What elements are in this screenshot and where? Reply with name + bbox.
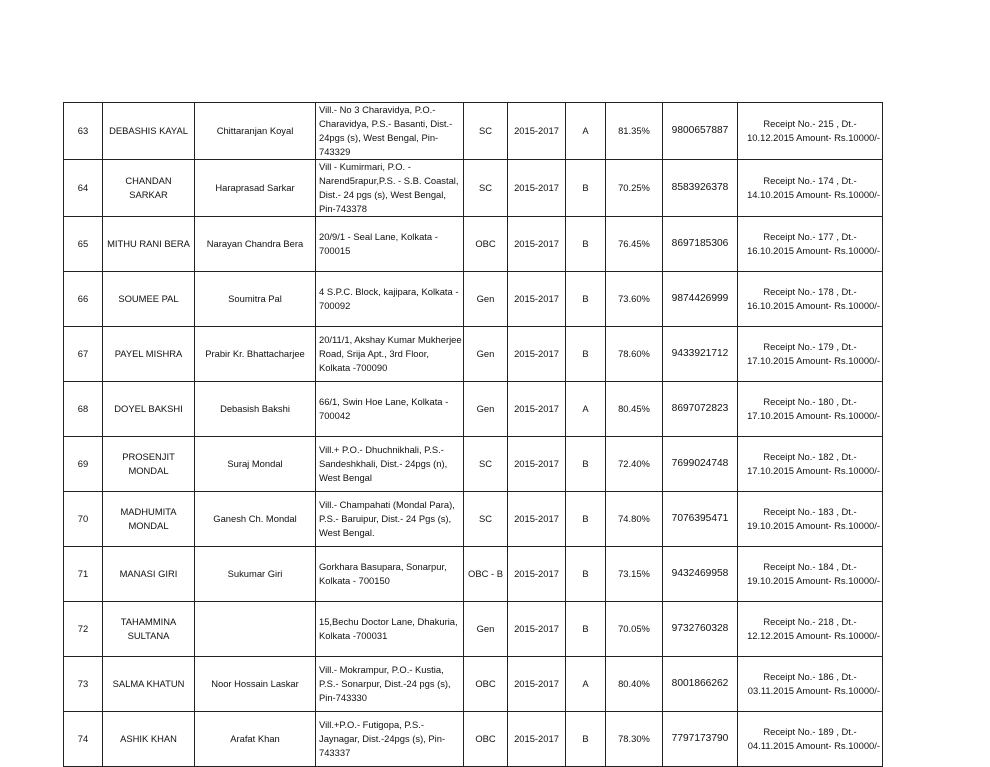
student-name-cell: TAHAMMINA SULTANA <box>103 602 195 657</box>
receipt-cell <box>738 272 883 327</box>
receipt-number-text: Receipt No.- 178 , Dt.- <box>763 286 857 297</box>
receipt-cell <box>738 547 883 602</box>
receipt-number-text: Receipt No.- 182 , Dt.- <box>763 451 857 462</box>
receipt-number-text: Receipt No.- 177 , Dt.- <box>763 231 857 242</box>
receipt-amount-text: 16.10.2015 Amount- Rs.10000/- <box>747 245 880 256</box>
session-cell: 2015-2017 <box>508 492 566 547</box>
student-name-cell: ASHIK KHAN <box>103 712 195 767</box>
serial-number-cell: 72 <box>64 602 103 657</box>
serial-number-cell: 69 <box>64 437 103 492</box>
address-cell: Vill.+P.O.- Futigopa, P.S.- Jaynagar, Dist.-24pgs (s), Pin-743337 <box>316 712 464 767</box>
receipt-cell <box>738 437 883 492</box>
receipt-amount-text: 10.12.2015 Amount- Rs.10000/- <box>747 132 880 143</box>
category-cell: Gen <box>464 327 508 382</box>
address-cell: 66/1, Swin Hoe Lane, Kolkata - 700042 <box>316 382 464 437</box>
address-cell: Vill.- Champahati (Mondal Para), P.S.- Baruipur, Dist.- 24 Pgs (s), West Bengal. <box>316 492 464 547</box>
session-cell: 2015-2017 <box>508 327 566 382</box>
student-name-cell: MANASI GIRI <box>103 547 195 602</box>
address-cell: 15,Bechu Doctor Lane, Dhakuria, Kolkata -700031 <box>316 602 464 657</box>
address-cell: Vill.- No 3 Charavidya, P.O.- Charavidya, P.S.- Basanti, Dist.- 24pgs (s), West Bengal, Pin-743329 <box>316 103 464 160</box>
mobile-number-cell: 8583926378 <box>663 160 738 217</box>
receipt-number-text: Receipt No.- 174 , Dt.- <box>763 175 857 186</box>
student-name-cell: SOUMEE PAL <box>103 272 195 327</box>
mobile-number-cell: 9800657887 <box>663 103 738 160</box>
receipt-cell <box>738 657 883 712</box>
group-cell: A <box>566 103 606 160</box>
table-row <box>64 382 883 437</box>
category-cell: OBC <box>464 217 508 272</box>
guardian-name-cell: Chittaranjan Koyal <box>195 103 316 160</box>
category-cell: OBC <box>464 657 508 712</box>
receipt-cell <box>738 602 883 657</box>
receipt-amount-text: 14.10.2015 Amount- Rs.10000/- <box>747 189 880 200</box>
group-cell: B <box>566 602 606 657</box>
table-body <box>64 103 883 767</box>
serial-number-cell: 67 <box>64 327 103 382</box>
receipt-amount-text: 17.10.2015 Amount- Rs.10000/- <box>747 355 880 366</box>
session-cell: 2015-2017 <box>508 272 566 327</box>
receipt-cell <box>738 712 883 767</box>
session-cell: 2015-2017 <box>508 437 566 492</box>
guardian-name-cell: Noor Hossain Laskar <box>195 657 316 712</box>
guardian-name-cell: Arafat Khan <box>195 712 316 767</box>
guardian-name-cell: Ganesh Ch. Mondal <box>195 492 316 547</box>
group-cell: B <box>566 272 606 327</box>
serial-number-cell: 66 <box>64 272 103 327</box>
table-row <box>64 103 883 160</box>
serial-number-cell: 63 <box>64 103 103 160</box>
mobile-number-cell: 9432469958 <box>663 547 738 602</box>
guardian-name-cell: Prabir Kr. Bhattacharjee <box>195 327 316 382</box>
serial-number-cell: 71 <box>64 547 103 602</box>
student-name-cell: PAYEL MISHRA <box>103 327 195 382</box>
address-cell: 20/9/1 - Seal Lane, Kolkata - 700015 <box>316 217 464 272</box>
guardian-name-cell: Sukumar Giri <box>195 547 316 602</box>
student-name-cell: MADHUMITA MONDAL <box>103 492 195 547</box>
serial-number-cell: 64 <box>64 160 103 217</box>
percentage-cell: 73.15% <box>606 547 663 602</box>
table-row <box>64 217 883 272</box>
guardian-name-cell <box>195 602 316 657</box>
student-name-cell: MITHU RANI BERA <box>103 217 195 272</box>
address-cell: Vill.- Mokrampur, P.O.- Kustia, P.S.- Sonarpur, Dist.-24 pgs (s), Pin-743330 <box>316 657 464 712</box>
serial-number-cell: 70 <box>64 492 103 547</box>
table-row <box>64 712 883 767</box>
table-row <box>64 602 883 657</box>
category-cell: Gen <box>464 272 508 327</box>
receipt-number-text: Receipt No.- 186 , Dt.- <box>763 671 857 682</box>
session-cell: 2015-2017 <box>508 602 566 657</box>
receipt-amount-text: 03.11.2015 Amount- Rs.10000/- <box>747 685 880 696</box>
serial-number-cell: 68 <box>64 382 103 437</box>
student-records-table <box>63 102 883 767</box>
receipt-cell <box>738 327 883 382</box>
percentage-cell: 78.30% <box>606 712 663 767</box>
receipt-cell <box>738 160 883 217</box>
receipt-number-text: Receipt No.- 179 , Dt.- <box>763 341 857 352</box>
percentage-cell: 80.45% <box>606 382 663 437</box>
student-name-cell: CHANDAN SARKAR <box>103 160 195 217</box>
mobile-number-cell: 7699024748 <box>663 437 738 492</box>
receipt-number-text: Receipt No.- 189 , Dt.- <box>763 726 857 737</box>
table-row <box>64 327 883 382</box>
student-name-cell: DEBASHIS KAYAL <box>103 103 195 160</box>
percentage-cell: 81.35% <box>606 103 663 160</box>
address-cell: Vill - Kumirmari, P.O. - Narend5rapur,P.S. - S.B. Coastal, Dist.- 24 pgs (s), West Bengal, Pin-743378 <box>316 160 464 217</box>
mobile-number-cell: 9732760328 <box>663 602 738 657</box>
percentage-cell: 78.60% <box>606 327 663 382</box>
session-cell: 2015-2017 <box>508 712 566 767</box>
guardian-name-cell: Debasish Bakshi <box>195 382 316 437</box>
student-name-cell: DOYEL BAKSHI <box>103 382 195 437</box>
session-cell: 2015-2017 <box>508 382 566 437</box>
percentage-cell: 80.40% <box>606 657 663 712</box>
table-row <box>64 160 883 217</box>
receipt-cell <box>738 492 883 547</box>
table-row <box>64 272 883 327</box>
receipt-amount-text: 12.12.2015 Amount- Rs.10000/- <box>747 630 880 641</box>
receipt-number-text: Receipt No.- 184 , Dt.- <box>763 561 857 572</box>
address-cell: 20/11/1, Akshay Kumar Mukherjee Road, Srija Apt., 3rd Floor, Kolkata -700090 <box>316 327 464 382</box>
group-cell: A <box>566 382 606 437</box>
category-cell: Gen <box>464 602 508 657</box>
mobile-number-cell: 8697072823 <box>663 382 738 437</box>
group-cell: B <box>566 492 606 547</box>
table-row <box>64 437 883 492</box>
group-cell: B <box>566 327 606 382</box>
address-cell: 4 S.P.C. Block, kajipara, Kolkata - 700092 <box>316 272 464 327</box>
serial-number-cell: 65 <box>64 217 103 272</box>
serial-number-cell: 73 <box>64 657 103 712</box>
guardian-name-cell: Narayan Chandra Bera <box>195 217 316 272</box>
session-cell: 2015-2017 <box>508 657 566 712</box>
receipt-amount-text: 17.10.2015 Amount- Rs.10000/- <box>747 410 880 421</box>
guardian-name-cell: Haraprasad Sarkar <box>195 160 316 217</box>
mobile-number-cell: 7076395471 <box>663 492 738 547</box>
serial-number-cell: 74 <box>64 712 103 767</box>
address-cell: Vill.+ P.O.- Dhuchnikhali, P.S.- Sandeshkhali, Dist.- 24pgs (n), West Bengal <box>316 437 464 492</box>
student-name-cell: SALMA KHATUN <box>103 657 195 712</box>
group-cell: B <box>566 712 606 767</box>
receipt-number-text: Receipt No.- 180 , Dt.- <box>763 396 857 407</box>
group-cell: B <box>566 160 606 217</box>
receipt-amount-text: 19.10.2015 Amount- Rs.10000/- <box>747 520 880 531</box>
guardian-name-cell: Suraj Mondal <box>195 437 316 492</box>
receipt-cell <box>738 103 883 160</box>
receipt-cell <box>738 382 883 437</box>
table-row <box>64 547 883 602</box>
category-cell: OBC - B <box>464 547 508 602</box>
session-cell: 2015-2017 <box>508 547 566 602</box>
receipt-number-text: Receipt No.- 183 , Dt.- <box>763 506 857 517</box>
percentage-cell: 74.80% <box>606 492 663 547</box>
percentage-cell: 73.60% <box>606 272 663 327</box>
session-cell: 2015-2017 <box>508 217 566 272</box>
receipt-number-text: Receipt No.- 218 , Dt.- <box>763 616 857 627</box>
session-cell: 2015-2017 <box>508 160 566 217</box>
mobile-number-cell: 7797173790 <box>663 712 738 767</box>
receipt-amount-text: 17.10.2015 Amount- Rs.10000/- <box>747 465 880 476</box>
mobile-number-cell: 9433921712 <box>663 327 738 382</box>
table-row <box>64 657 883 712</box>
percentage-cell: 76.45% <box>606 217 663 272</box>
category-cell: SC <box>464 103 508 160</box>
group-cell: B <box>566 217 606 272</box>
receipt-amount-text: 16.10.2015 Amount- Rs.10000/- <box>747 300 880 311</box>
percentage-cell: 70.05% <box>606 602 663 657</box>
guardian-name-cell: Soumitra Pal <box>195 272 316 327</box>
group-cell: B <box>566 437 606 492</box>
mobile-number-cell: 8001866262 <box>663 657 738 712</box>
receipt-amount-text: 19.10.2015 Amount- Rs.10000/- <box>747 575 880 586</box>
session-cell: 2015-2017 <box>508 103 566 160</box>
receipt-cell <box>738 217 883 272</box>
receipt-amount-text: 04.11.2015 Amount- Rs.10000/- <box>747 740 880 751</box>
percentage-cell: 70.25% <box>606 160 663 217</box>
table-row <box>64 492 883 547</box>
student-name-cell: PROSENJIT MONDAL <box>103 437 195 492</box>
address-cell: Gorkhara Basupara, Sonarpur, Kolkata - 700150 <box>316 547 464 602</box>
mobile-number-cell: 8697185306 <box>663 217 738 272</box>
percentage-cell: 72.40% <box>606 437 663 492</box>
category-cell: SC <box>464 492 508 547</box>
group-cell: B <box>566 547 606 602</box>
group-cell: A <box>566 657 606 712</box>
category-cell: SC <box>464 437 508 492</box>
category-cell: Gen <box>464 382 508 437</box>
category-cell: OBC <box>464 712 508 767</box>
category-cell: SC <box>464 160 508 217</box>
mobile-number-cell: 9874426999 <box>663 272 738 327</box>
receipt-number-text: Receipt No.- 215 , Dt.- <box>763 118 857 129</box>
